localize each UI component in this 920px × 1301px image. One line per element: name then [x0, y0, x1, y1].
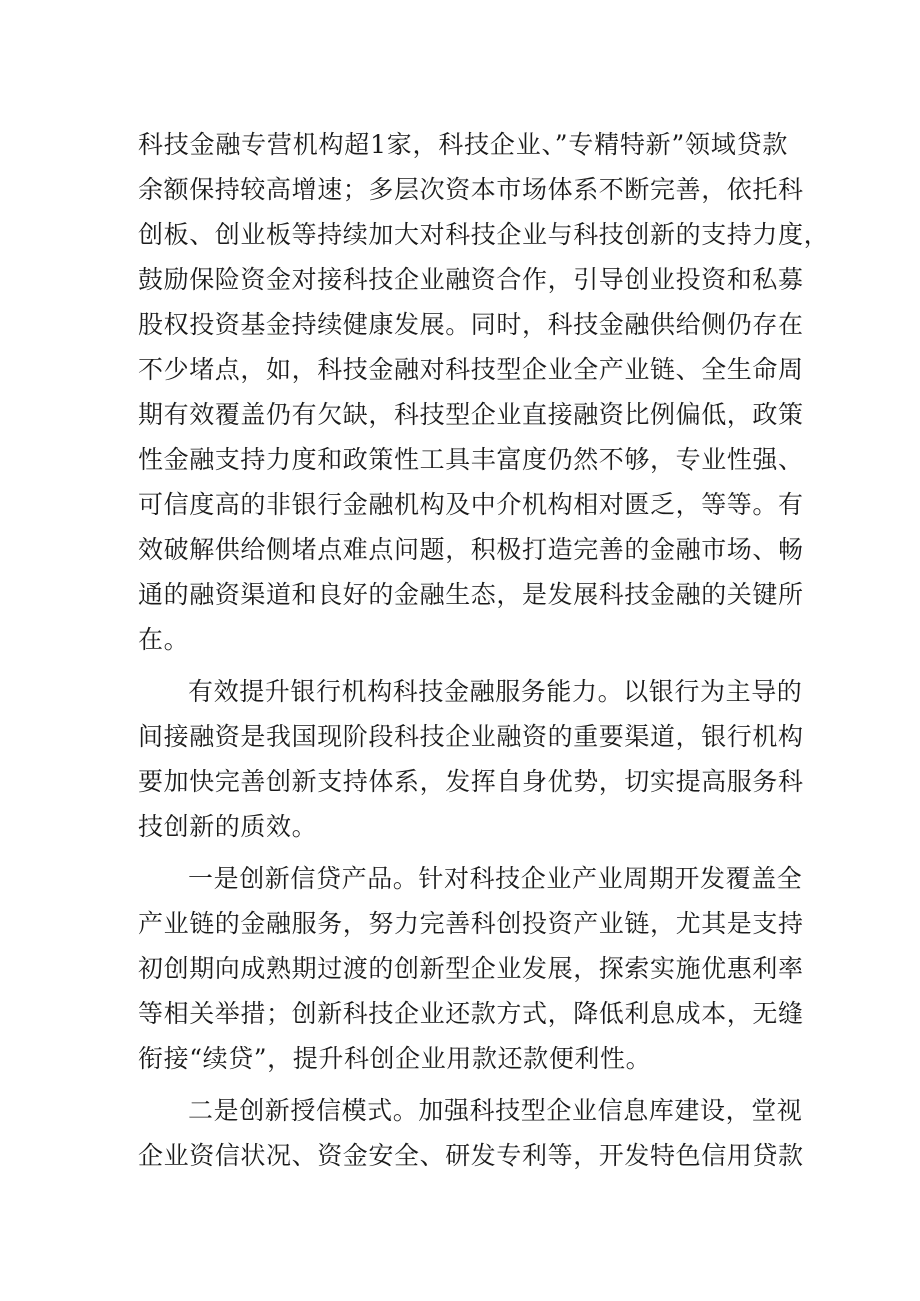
text-line: 企业资信状况、资金安全、研发专利等，开发特色信用贷款: [138, 1141, 804, 1170]
text-line: 余额保持较高增速；多层次资本市场体系不断完善，依托科: [138, 175, 804, 204]
text-line: 创板、创业板等持续加大对科技企业与科技创新的支持力度，: [138, 220, 830, 249]
text-line: 产业链的金融服务，努力完善科创投资产业链，尤其是支持: [138, 909, 804, 938]
text-line: 性金融支持力度和政策性工具丰富度仍然不够，专业性强、: [138, 445, 804, 474]
paragraph-3: [138, 856, 804, 1081]
text-line: 科技金融专营机构超1家，科技企业、”专精特新”领域贷款: [138, 130, 788, 159]
text-line: 初创期向成熟期过渡的创新型企业发展，探索实施优惠利率: [138, 954, 804, 983]
text-line: 间接融资是我国现阶段科技企业融资的重要渠道，银行机构: [138, 722, 804, 751]
text-line: 鼓励保险资金对接科技企业融资合作，引导创业投资和私募: [138, 265, 804, 294]
text-line: 股权投资基金持续健康发展。同时，科技金融供给侧仍存在: [138, 310, 804, 339]
text-line: 期有效覆盖仍有欠缺，科技型企业直接融资比例偏低，政策: [138, 400, 804, 429]
document-body: [138, 122, 830, 1185]
text-line: 衔接“续贷”，提升科创企业用款还款便利性。: [138, 1044, 652, 1073]
paragraph-2: [138, 669, 804, 849]
text-line: 效破解供给侧堵点难点问题，积极打造完善的金融市场、畅: [138, 535, 804, 564]
paragraph-1: [138, 122, 830, 662]
text-line: 通的融资渠道和良好的金融生态，是发展科技金融的关键所: [138, 580, 804, 609]
text-line: 技创新的质效。: [138, 812, 318, 841]
paragraph-4: [138, 1088, 804, 1178]
text-line: 有效提升银行机构科技金融服务能力。以银行为主导的: [188, 677, 803, 706]
text-line: 要加快完善创新支持体系，发挥自身优势，切实提高服务科: [138, 767, 804, 796]
text-line: 在。: [138, 625, 190, 654]
text-line: 可信度高的非银行金融机构及中介机构相对匮乏，等等。有: [138, 490, 804, 519]
text-line: 二是创新授信模式。加强科技型企业信息库建设，堂视: [188, 1096, 803, 1125]
text-line: 一是创新信贷产品。针对科技企业产业周期开发覆盖全: [188, 864, 803, 893]
text-line: 等相关举措；创新科技企业还款方式，降低利息成本，无缝: [138, 999, 804, 1028]
text-line: 不少堵点，如，科技金融对科技型企业全产业链、全生命周: [138, 355, 804, 384]
